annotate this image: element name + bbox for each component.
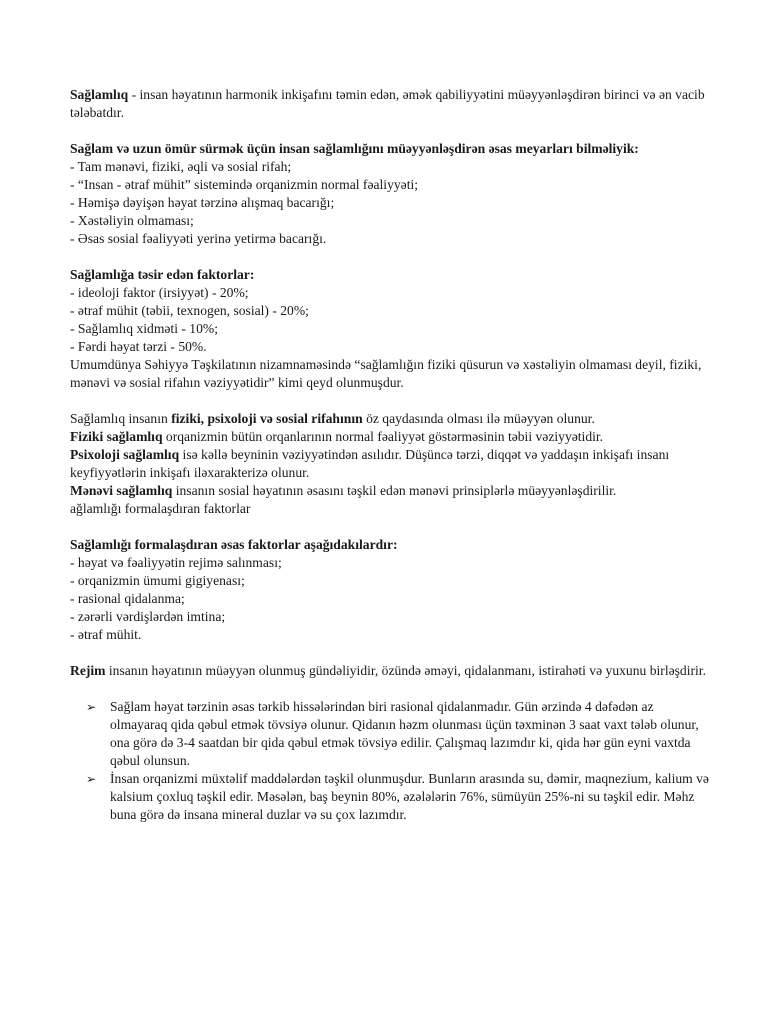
psychological-health [70,446,710,482]
factors-heading: Sağlamlığa təsir edən faktorlar: [70,267,255,282]
health-types-intro [70,410,710,428]
factors-item: - ideoloji faktor (irsiyyət) - 20%; [70,285,249,300]
factors-item: - Fərdi həyat tərzi - 50%. [70,339,207,354]
moral-health-text: insanın sosial həyatının əsasını təşkil edən mənəvi prinsiplərlə müəyyənləşdirilir. [172,483,617,498]
forming-item: - rasional qidalanma; [70,591,185,606]
intro-paragraph [70,86,710,122]
psychological-health-text: isə kəllə beyninin vəziyyətindən asılıdır. Düşüncə tərzi, diqqət və yaddaşın inkişafı insanı keyfiyyətlərin inkişafı iləxarakterizə olunur. [70,447,670,480]
arrow-bullet-icon: ➢ [86,700,97,714]
health-types-tail: ağlamlığı formalaşdıran faktorlar [70,501,251,516]
bullet-item [86,698,710,770]
factors-item: - Sağlamlıq xidməti - 10%; [70,321,218,336]
criteria-item: - Tam mənəvi, fiziki, əqli və sosial rifah; [70,159,292,174]
regime-paragraph [70,662,710,680]
bullet-text: Sağlam həyat tərzinin əsas tərkib hissələrindən biri rasional qidalanmadır. Gün ərzində 4 dəfədən az olmayaraq qida qəbul etmək tövsiyə olunur. Qidanın həzm olunması üçün təxminən 3 saat vaxt tələb olunur, ona görə də 3-4 saatdan bir qida qəbul etmək tövsiyə edilir. Çalışmaq lazımdır ki, qida hər gün eyni vaxtda qəbul olunsun. [110,699,699,768]
bullet-text: İnsan orqanizmi müxtəlif maddələrdən təşkil olunmuşdur. Bunların arasında su, dəmir, maqnezium, kalium və kalsium çoxluq təşkil edir. Məsələn, baş beynin 80%, əzələlərin 76%, sümüyün 25%-ni su təşkil edir. Məhz buna görə də insana mineral duzlar və su çox lazımdır. [110,771,709,822]
forming-item: - ətraf mühit. [70,627,142,642]
criteria-item: - Xəstəliyin olmaması; [70,213,194,228]
arrow-bullet-list [86,698,710,824]
physical-health [70,428,710,446]
health-types-text-c: öz qaydasında olması ilə müəyyən olunur. [362,411,595,426]
moral-health [70,482,710,500]
criteria-heading: Sağlam və uzun ömür sürmək üçün insan sağlamlığını müəyyənləşdirən əsas meyarları bilməliyik: [70,141,639,156]
forming-item: - zərərli vərdişlərdən imtina; [70,609,226,624]
forming-heading: Sağlamlığı formalaşdıran əsas faktorlar aşağıdakılardır: [70,537,398,552]
physical-health-text: orqanizmin bütün orqanlarının normal fəaliyyət göstərməsinin təbii vəziyyətidir. [162,429,604,444]
health-types-text-a: Sağlamlıq insanın [70,411,172,426]
document-page [70,86,710,824]
health-types-bold: fiziki, psixoloji və sosial rifahının [171,411,363,426]
who-note: Umumdünya Səhiyyə Təşkilatının nizamnaməsində “sağlamlığın fiziki qüsurun və xəstəliyin olmaması deyil, fiziki, mənəvi və sosial rifahın vəziyyətidir” kimi qeyd olunmuşdur. [70,357,702,390]
regime-term: Rejim [70,663,106,678]
psychological-health-term: Psixoloji sağlamlıq [70,447,180,462]
factors-item: - ətraf mühit (təbii, texnogen, sosial) - 20%; [70,303,309,318]
regime-text: insanın həyatının müəyyən olunmuş gündəliyidir, özündə əməyi, qidalanmanı, istirahəti və yuxunu birləşdirir. [105,663,706,678]
intro-text: - insan həyatının harmonik inkişafını təmin edən, əmək qabiliyyətini müəyyənləşdirən birinci və ən vacib tələbatdır. [70,87,705,120]
intro-term: Sağlamlıq [70,87,129,102]
criteria-item: - Əsas sosial fəaliyyəti yerinə yetirmə bacarığı. [70,231,327,246]
criteria-item: - Həmişə dəyişən həyat tərzinə alışmaq bacarığı; [70,195,335,210]
arrow-bullet-icon: ➢ [86,772,97,786]
forming-item: - həyat və fəaliyyətin rejimə salınması; [70,555,282,570]
moral-health-term: Mənəvi sağlamlıq [70,483,173,498]
physical-health-term: Fiziki sağlamlıq [70,429,163,444]
criteria-item: - “Insan - ətraf mühit” sistemində orqanizmin normal fəaliyyəti; [70,177,419,192]
bullet-item [86,770,710,824]
forming-item: - orqanizmin ümumi gigiyenası; [70,573,245,588]
